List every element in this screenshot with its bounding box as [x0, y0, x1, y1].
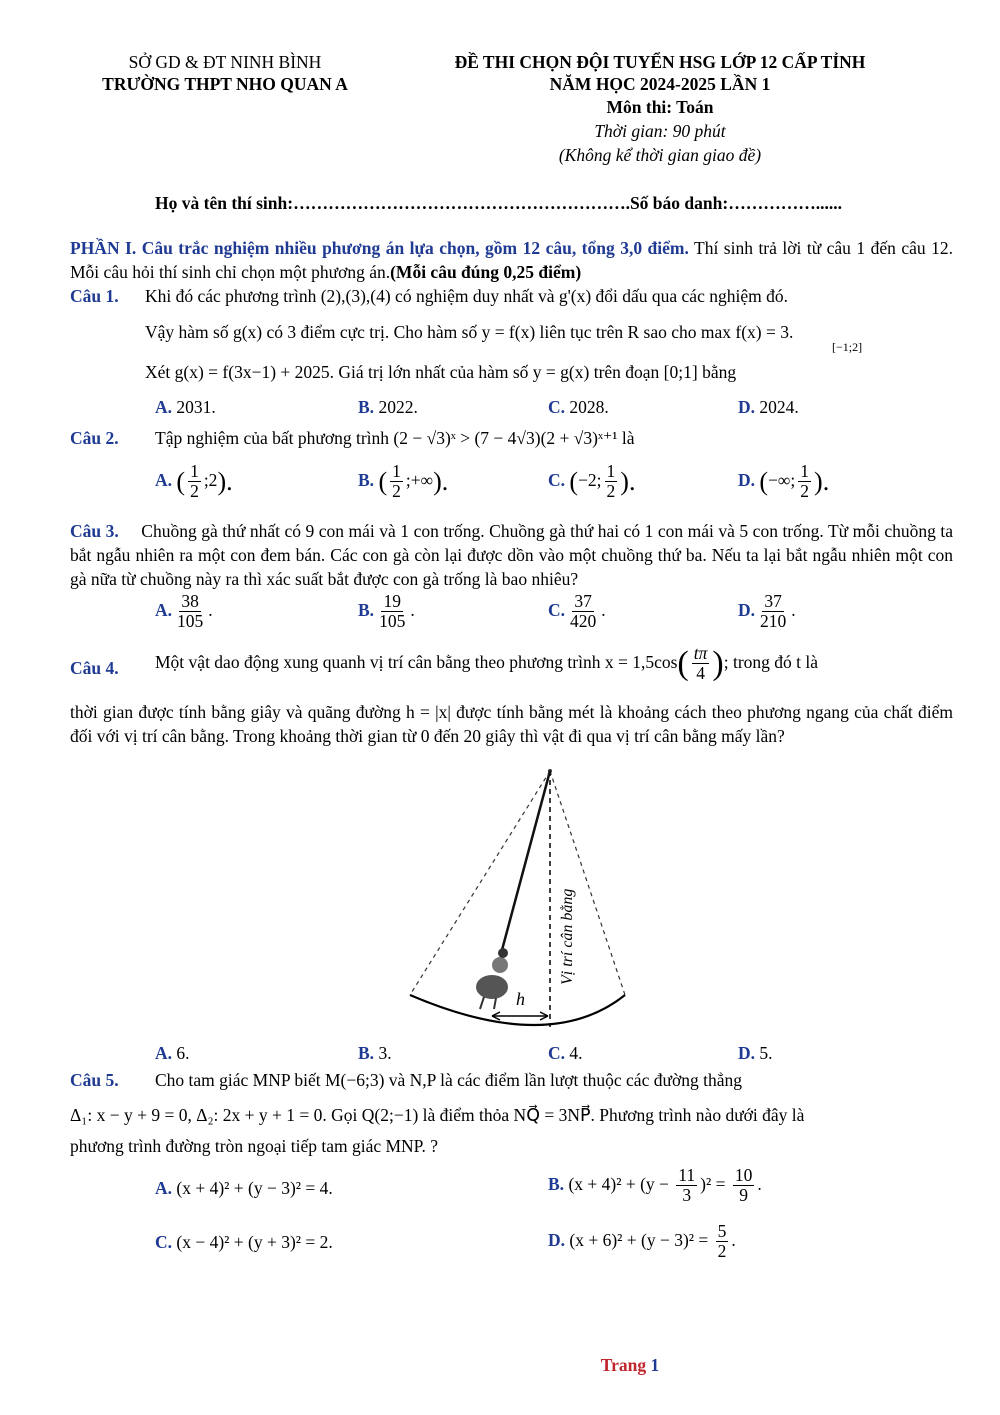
q3-option-c[interactable]: C. $\frac{37}{420}$ . [548, 591, 606, 632]
footer-word: Trang [600, 1355, 647, 1375]
q4-text: thời gian được tính bằng giây và quãng đường h = |x| được tính bằng mét là khoảng cách theo phương ngang của chất điểm đối với vị trí cân bằng. Trong khoảng thời gian từ 0 đến 20 giây thì vật đi qua vị trí cân bằng mấy lần? [70, 702, 953, 746]
pendulum-figure [400, 765, 630, 1035]
q2-option-c[interactable]: C. (−2; $\frac{1}{2}$ ). [548, 461, 636, 502]
q1-line3: Xét g(x) = f(3x−1) + 2025. Giá trị lớn nhất của hàm số y = g(x) trên đoạn [0;1] bằng [145, 362, 737, 382]
page-footer [0, 1355, 1000, 1376]
q1-option-b[interactable]: B. 2022. [358, 397, 418, 417]
part-intro [70, 236, 953, 284]
equilibrium-label: Vị trí cân bằng [559, 888, 576, 985]
school-department: SỞ GD & ĐT NINH BÌNH [128, 52, 322, 72]
q5-line1: Cho tam giác MNP biết M(−6;3) và N,P là các điểm lần lượt thuộc các đường thẳng [155, 1070, 742, 1090]
q1-line2: Vậy hàm số g(x) có 3 điểm cực trị. Cho hàm số y = f(x) liên tục trên R sao cho max f(x) = 3. [145, 322, 794, 342]
q1-max-sub: [−1;2] [832, 340, 863, 354]
q4-label: Câu 4. [70, 658, 119, 678]
exam-note: (Không kể thời gian giao đề) [558, 145, 762, 165]
q5-option-a[interactable]: A. (x + 4)² + (y − 3)² = 4. [155, 1178, 333, 1198]
footer-page-number: 1 [650, 1355, 660, 1375]
q3-option-b[interactable]: B. $\frac{19}{105}$ . [358, 591, 415, 632]
q2-option-d[interactable]: D. (−∞; $\frac{1}{2}$ ). [738, 461, 830, 502]
q3-option-d[interactable]: D. $\frac{37}{210}$ . [738, 591, 796, 632]
q2-option-a[interactable]: A. ( $\frac{1}{2}$ ;2). [155, 461, 233, 502]
q4-option-c[interactable]: C. 4. [548, 1043, 583, 1063]
q1-option-d[interactable]: D. 2024. [738, 397, 799, 417]
candidate-line: Họ và tên thí sinh:………………………………………………….Số báo danh:……………...... [155, 193, 842, 213]
part-title: PHẦN I. Câu trắc nghiệm nhiều phương án lựa chọn, gồm 12 câu, tổng 3,0 điểm. [70, 238, 689, 258]
q1-option-a[interactable]: A. 2031. [155, 397, 216, 417]
q2-option-b[interactable]: B. ( $\frac{1}{2}$ ;+∞). [358, 461, 449, 502]
q5-option-b[interactable]: B. (x + 4)² + (y − $\frac{11}{3}$ )² = $\frac{10}{9}$ . [548, 1165, 762, 1206]
q1-line1: Khi đó các phương trình (2),(3),(4) có nghiệm duy nhất và g'(x) đổi dấu qua các nghiệm đó. [145, 286, 788, 306]
part-score: (Mỗi câu đúng 0,25 điểm) [390, 262, 582, 282]
q4-option-d[interactable]: D. 5. [738, 1043, 773, 1063]
q2-label: Câu 2. [70, 428, 119, 448]
q5-label: Câu 5. [70, 1070, 119, 1090]
q1-option-c[interactable]: C. 2028. [548, 397, 609, 417]
q1-label: Câu 1. [70, 286, 119, 306]
exam-year: NĂM HỌC 2024-2025 LẦN 1 [549, 74, 771, 94]
q3-text: Chuồng gà thứ nhất có 9 con mái và 1 con trống. Chuồng gà thứ hai có 1 con mái và 5 con trống. Từ mỗi chuồng ta bắt ngẫu nhiên ra một con đem bán. Các con gà còn lại được dồn vào một chuồng thứ ba. Nếu ta lại bắt ngẫu nhiên một con gà nữa từ chuồng này ra thì xác suất bắt được con gà trống là bao nhiêu? [70, 521, 954, 589]
q4-option-a[interactable]: A. 6. [155, 1043, 190, 1063]
exam-time: Thời gian: 90 phút [594, 121, 726, 141]
q4-line1: Một vật dao động xung quanh vị trí cân bằng theo phương trình x = 1,5cos( $\frac{t\pi}{4}$ ); trong đó t là [155, 643, 819, 684]
part-desc: Thí sinh trả lời từ câu 1 đến câu 12. Mỗi câu hỏi thí sinh chỉ chọn một phương án. [70, 238, 953, 282]
h-label: h [516, 989, 525, 1009]
school-name: TRƯỜNG THPT NHO QUAN A [102, 74, 348, 94]
q3-label: Câu 3. [70, 521, 119, 541]
q4-option-b[interactable]: B. 3. [358, 1043, 392, 1063]
q5-option-d[interactable]: D. (x + 6)² + (y − 3)² = $\frac{5}{2}$ . [548, 1221, 736, 1262]
q3-option-a[interactable]: A. $\frac{38}{105}$ . [155, 591, 213, 632]
chicken-icon [476, 948, 508, 1009]
exam-title: ĐỀ THI CHỌN ĐỘI TUYỂN HSG LỚP 12 CẤP TỈNH [454, 52, 866, 72]
q3-block [70, 519, 953, 591]
q5-line2: Δ₁: x − y + 9 = 0, Δ₂: 2x + y + 1 = 0. Gọi Q(2;−1) là điểm thỏa NQ⃗ = 3NP⃗. Phương trình nào dưới đây là [70, 1105, 805, 1125]
q5-line3: phương trình đường tròn ngoại tiếp tam giác MNP. ? [70, 1136, 438, 1156]
q5-option-c[interactable]: C. (x − 4)² + (y + 3)² = 2. [155, 1232, 333, 1252]
exam-subject: Môn thi: Toán [606, 97, 714, 117]
q2-text: Tập nghiệm của bất phương trình (2 − √3)ˣ > (7 − 4√3)(2 + √3)ˣ⁺¹ là [155, 428, 635, 448]
